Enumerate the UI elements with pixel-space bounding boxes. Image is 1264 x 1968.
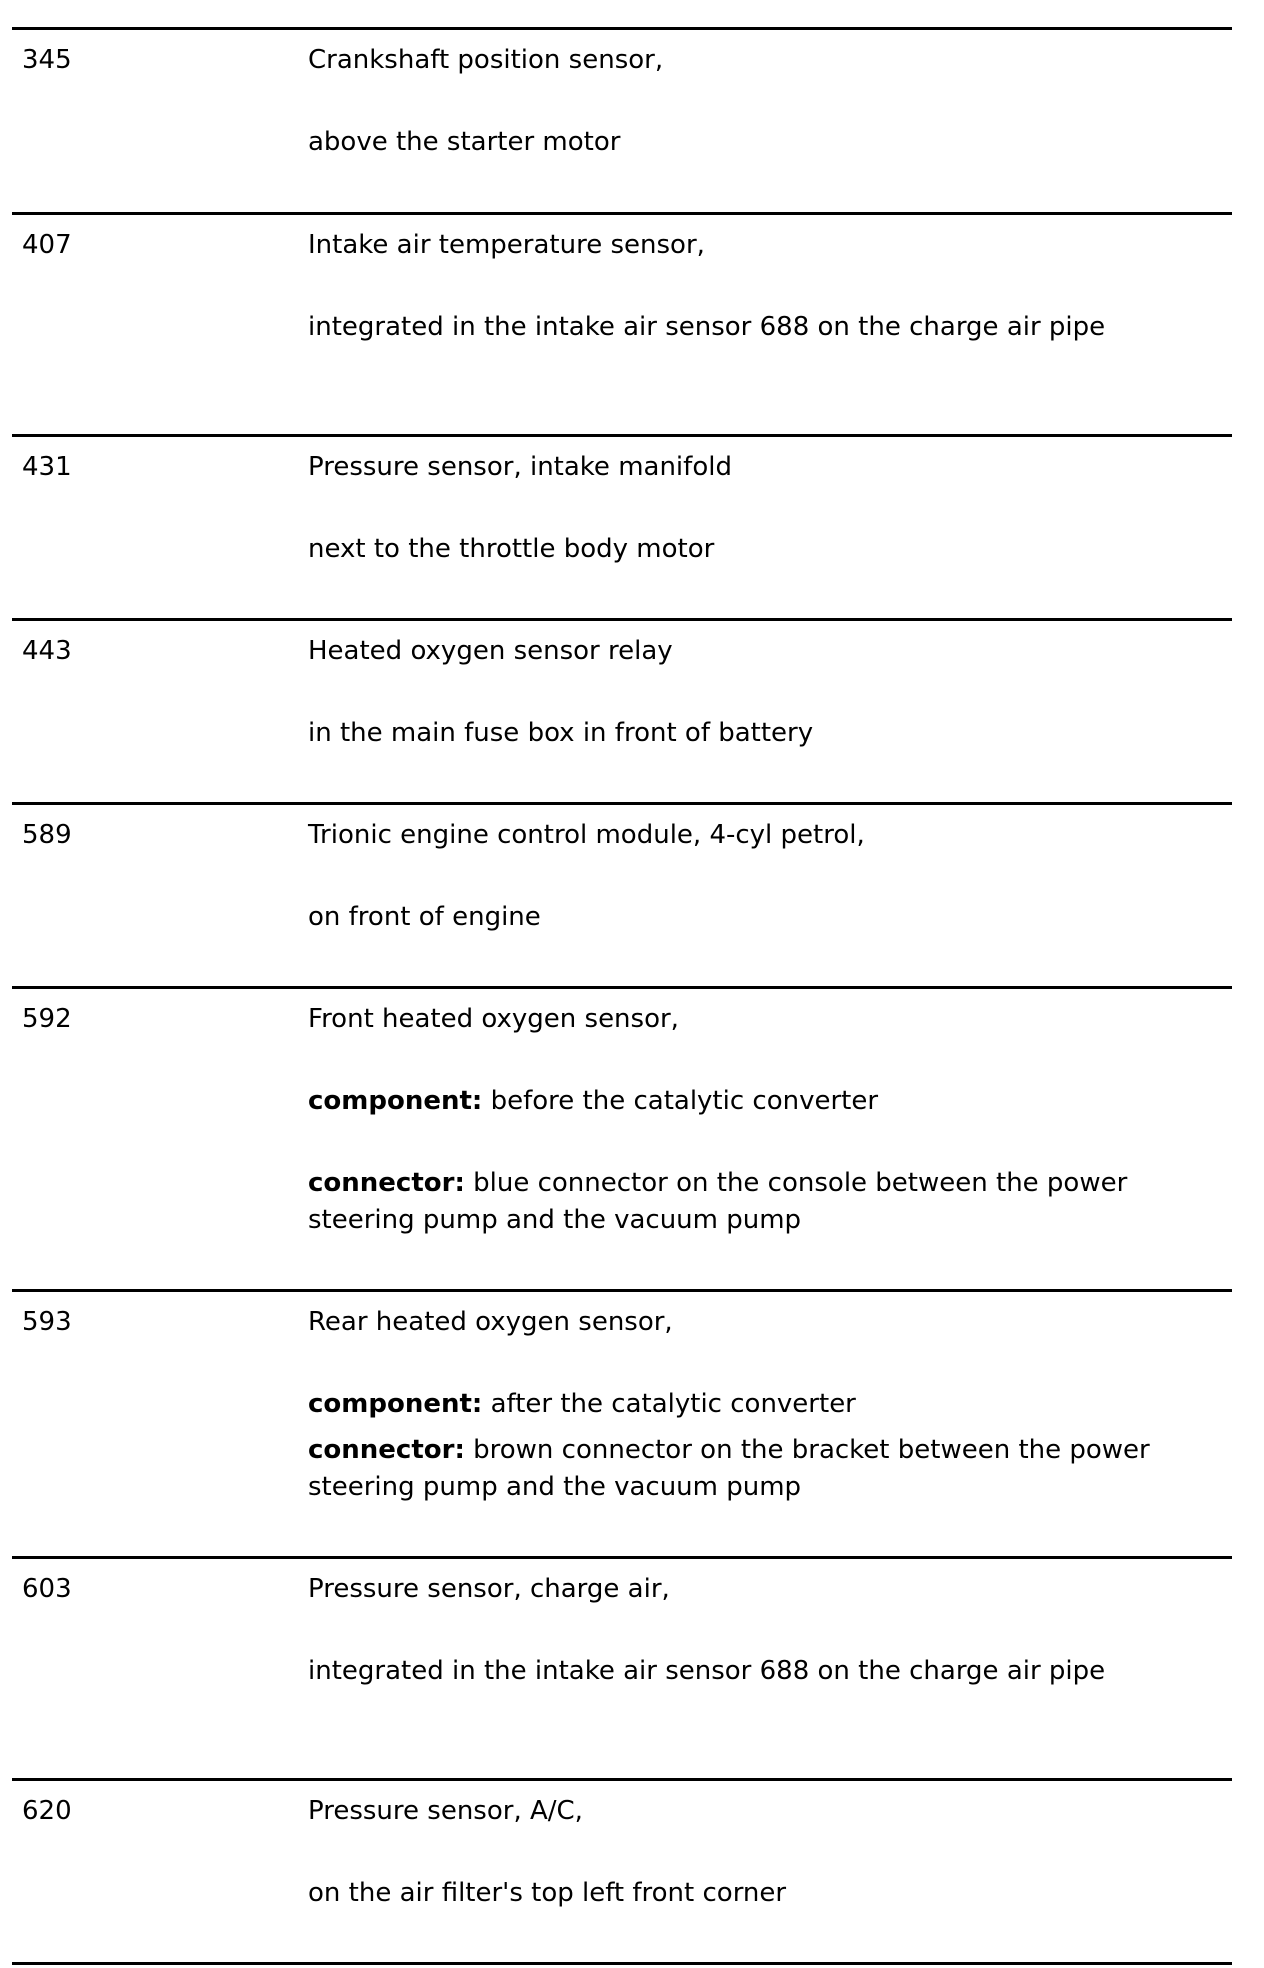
component-name: Rear heated oxygen sensor,	[308, 1307, 673, 1337]
table-rule	[12, 986, 1232, 989]
connector-detail	[308, 1165, 1228, 1239]
table-rule	[12, 1778, 1232, 1781]
component-name: Trionic engine control module, 4-cyl petrol,	[308, 820, 865, 850]
component-location: in the main fuse box in front of battery	[308, 718, 814, 748]
component-name: Intake air temperature sensor,	[308, 230, 705, 260]
component-detail	[308, 1386, 1228, 1423]
component-location: on the air filter's top left front corner	[308, 1878, 787, 1908]
connector-detail	[308, 1432, 1228, 1506]
component-location: above the starter motor	[308, 127, 621, 157]
table-rule	[12, 434, 1232, 437]
component-location: on front of engine	[308, 902, 541, 932]
component-detail-text: before the catalytic converter	[482, 1086, 879, 1116]
component-name: Front heated oxygen sensor,	[308, 1004, 679, 1034]
table-rule	[12, 1556, 1232, 1559]
component-name: Pressure sensor, intake manifold	[308, 452, 732, 482]
table-rule	[12, 212, 1232, 215]
component-detail	[308, 1083, 1228, 1120]
component-name: Heated oxygen sensor relay	[308, 636, 673, 666]
component-code: 407	[22, 230, 72, 260]
component-location: next to the throttle body motor	[308, 534, 715, 564]
component-code: 593	[22, 1307, 72, 1337]
component-code: 431	[22, 452, 72, 482]
connector-label: connector:	[308, 1435, 465, 1465]
table-rule	[12, 1289, 1232, 1292]
table-rule	[12, 802, 1232, 805]
component-label: component:	[308, 1086, 483, 1116]
table-rule	[12, 618, 1232, 621]
component-code: 443	[22, 636, 72, 666]
component-code: 620	[22, 1796, 72, 1826]
component-detail-text: after the catalytic converter	[482, 1389, 856, 1419]
connector-detail-text: blue connector on the console between the power steering pump and the vacuum pump	[308, 1168, 1128, 1235]
component-location: integrated in the intake air sensor 688 on the charge air pipe	[308, 312, 1106, 342]
table-rule	[12, 1962, 1232, 1965]
component-code: 603	[22, 1574, 72, 1604]
connector-label: connector:	[308, 1168, 465, 1198]
component-code: 589	[22, 820, 72, 850]
component-code: 345	[22, 45, 72, 75]
component-name: Pressure sensor, charge air,	[308, 1574, 670, 1604]
connector-detail-text: brown connector on the bracket between the power steering pump and the vacuum pump	[308, 1435, 1150, 1502]
component-name: Pressure sensor, A/C,	[308, 1796, 583, 1826]
component-name: Crankshaft position sensor,	[308, 45, 664, 75]
table-rule	[12, 27, 1232, 30]
component-code: 592	[22, 1004, 72, 1034]
component-location: integrated in the intake air sensor 688 on the charge air pipe	[308, 1656, 1106, 1686]
component-label: component:	[308, 1389, 483, 1419]
